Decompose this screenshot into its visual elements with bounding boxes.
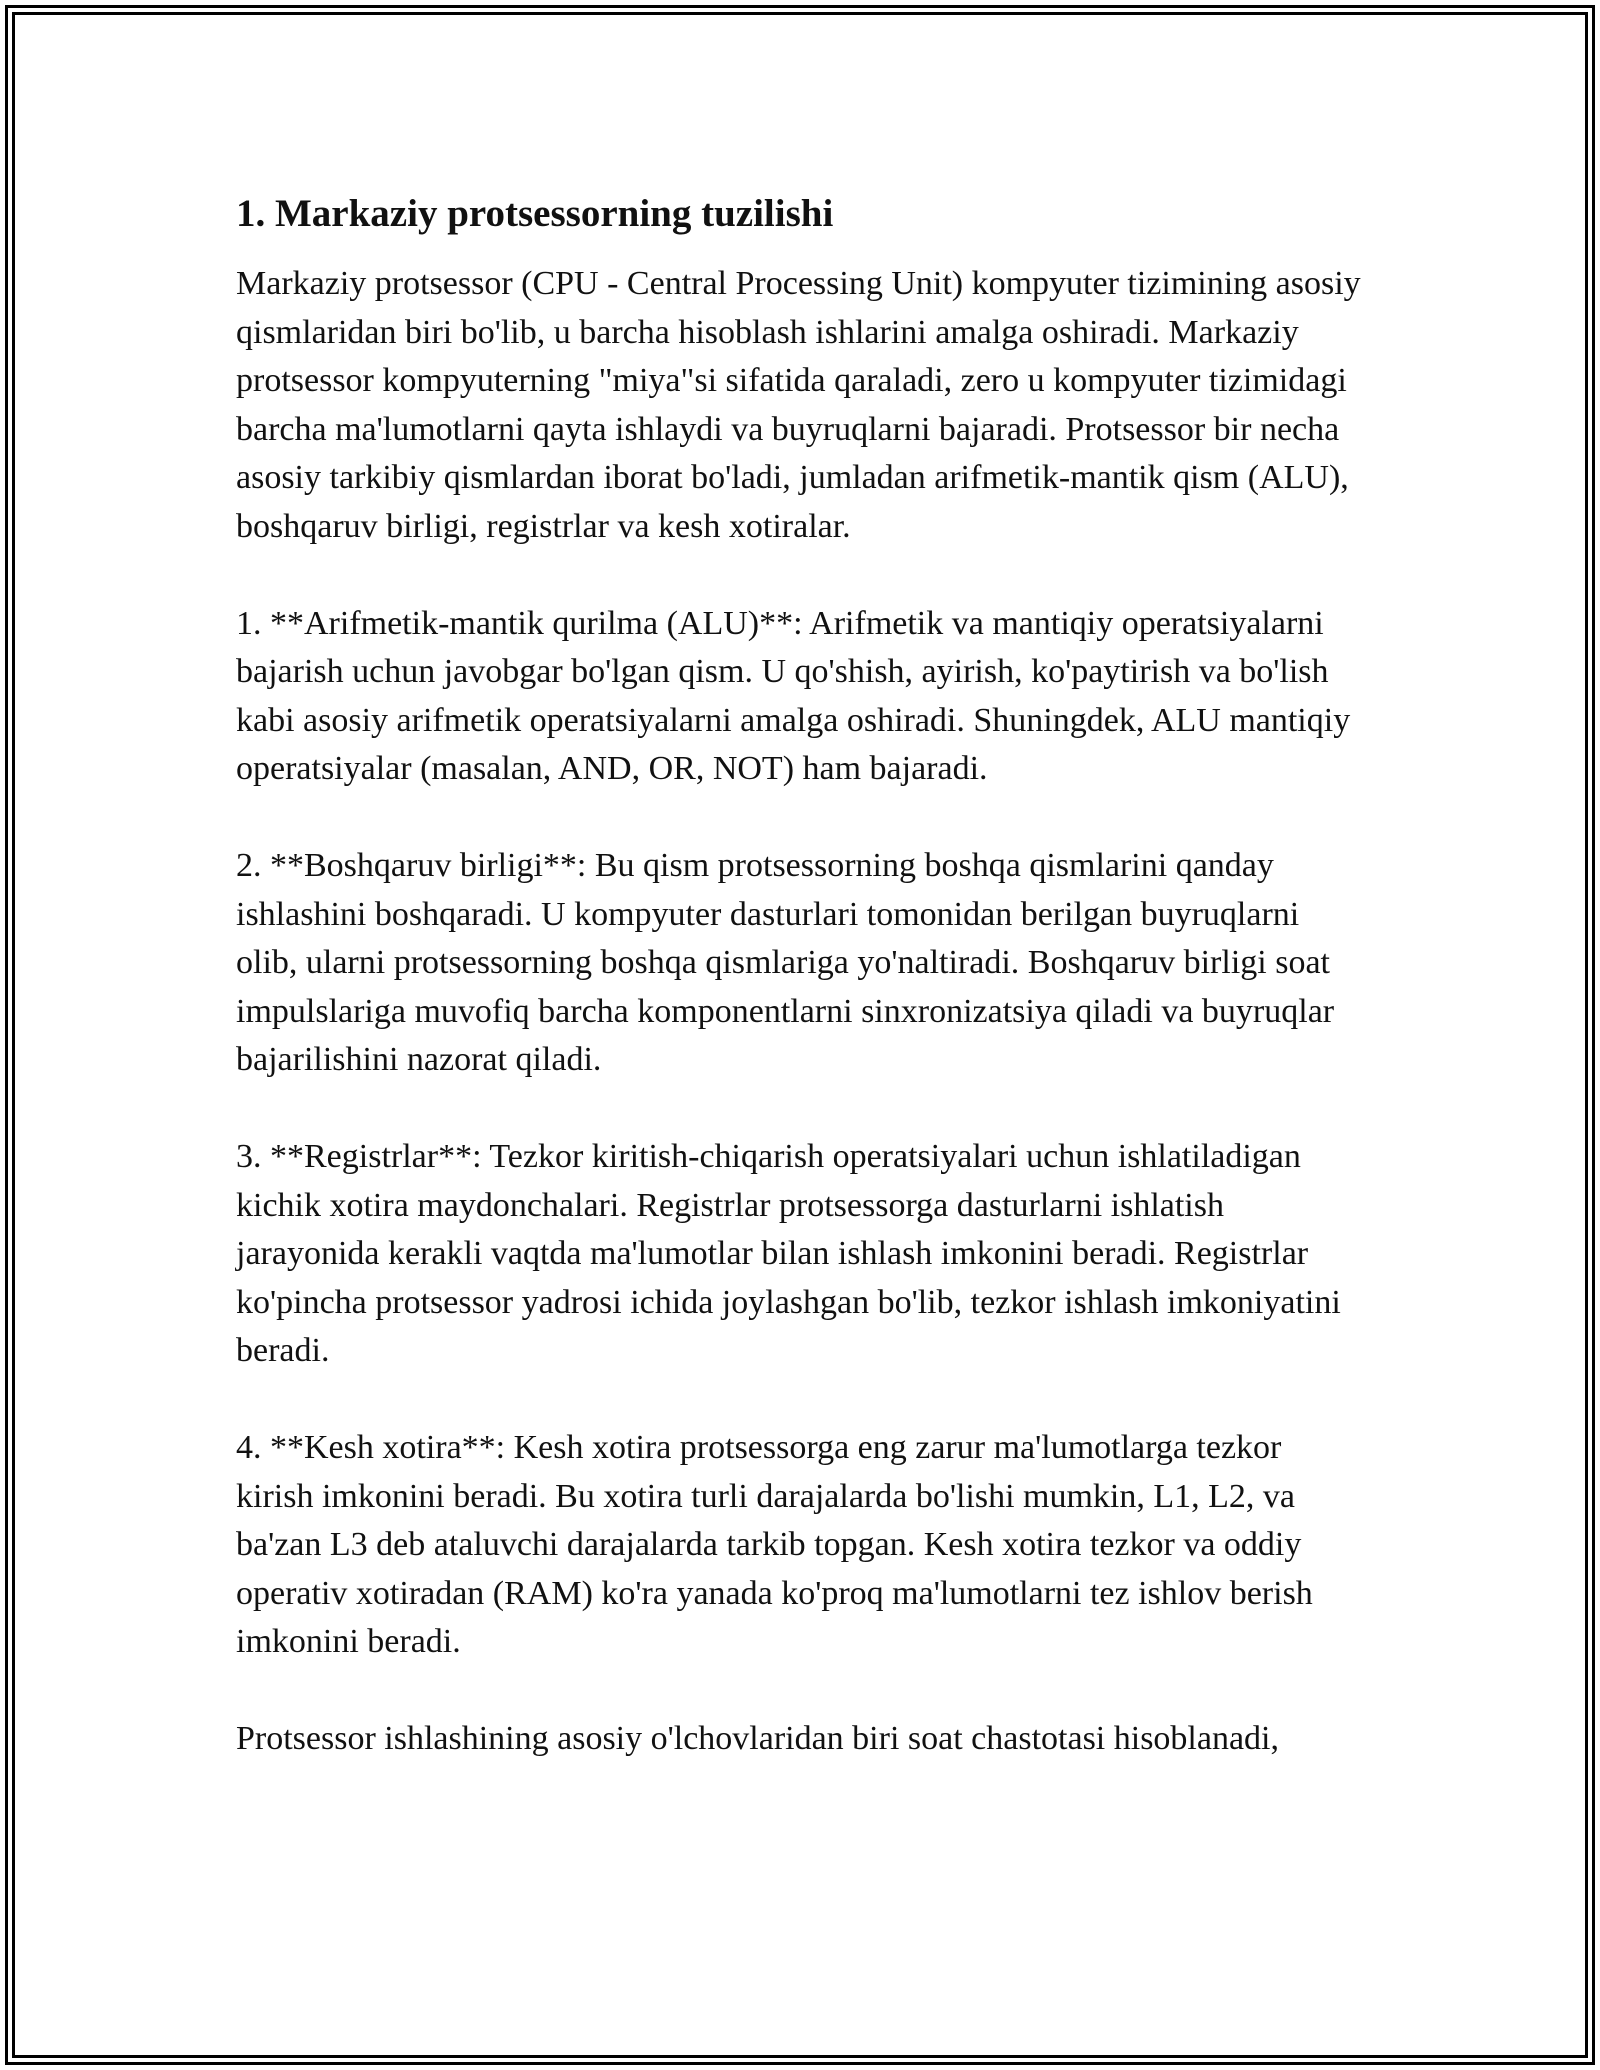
- control-unit-paragraph: 2. **Boshqaruv birligi**: Bu qism protsessorning boshqa qismlarini qanday ishlashini boshqaradi. U kompyuter dasturlari tomonidan berilgan buyruqlarni olib, ularni protsessorning boshqa qismlariga yo'naltiradi. Boshqaruv birligi soat impulslariga muvofiq barcha komponentlarni sinxronizatsiya qiladi va buyruqlar bajarilishini nazorat qiladi.: [236, 847, 1335, 1078]
- document-body: [236, 190, 1366, 1764]
- alu-paragraph: 1. **Arifmetik-mantik qurilma (ALU)**: Arifmetik va mantiqiy operatsiyalarni bajarish uchun javobgar bo'lgan qism. U qo'shish, ayirish, ko'paytirish va bo'lish kabi asosiy arifmetik operatsiyalarni amalga oshiradi. Shuningdek, ALU mantiqiy operatsiyalar (masalan, AND, OR, NOT) ham bajaradi.: [236, 604, 1351, 787]
- registers-paragraph: 3. **Registrlar**: Tezkor kiritish-chiqarish operatsiyalari uchun ishlatiladigan kichik xotira maydonchalari. Registrlar protsessorga dasturlarni ishlatish jarayonida kerakli vaqtda ma'lumotlar bilan ishlash imkonini beradi. Registrlar ko'pincha protsessor yadrosi ichida joylashgan bo'lib, tezkor ishlash imkoniyatini beradi.: [236, 1138, 1341, 1369]
- clock-frequency-paragraph: Protsessor ishlashining asosiy o'lchovlaridan biri soat chastotasi hisoblanadi,: [236, 1720, 1279, 1757]
- section-heading: 1. Markaziy protsessorning tuzilishi: [236, 192, 834, 235]
- intro-paragraph: Markaziy protsessor (CPU - Central Processing Unit) kompyuter tizimining asosiy qismlaridan biri bo'lib, u barcha hisoblash ishlarini amalga oshiradi. Markaziy protsessor kompyuterning "miya"si sifatida qaraladi, zero u kompyuter tizimidagi barcha ma'lumotlarni qayta ishlaydi va buyruqlarni bajaradi. Protsessor bir necha asosiy tarkibiy qismlardan iborat bo'ladi, jumladan arifmetik-mantik qism (ALU), boshqaruv birligi, registrlar va kesh xotiralar.: [236, 265, 1361, 545]
- cache-paragraph: 4. **Kesh xotira**: Kesh xotira protsessorga eng zarur ma'lumotlarga tezkor kirish imkonini beradi. Bu xotira turli darajalarda bo'lishi mumkin, L1, L2, va ba'zan L3 deb ataluvchi darajalarda tarkib topgan. Kesh xotira tezkor va oddiy operativ xotiradan (RAM) ko'ra yanada ko'proq ma'lumotlarni tez ishlov berish imkonini beradi.: [236, 1429, 1313, 1660]
